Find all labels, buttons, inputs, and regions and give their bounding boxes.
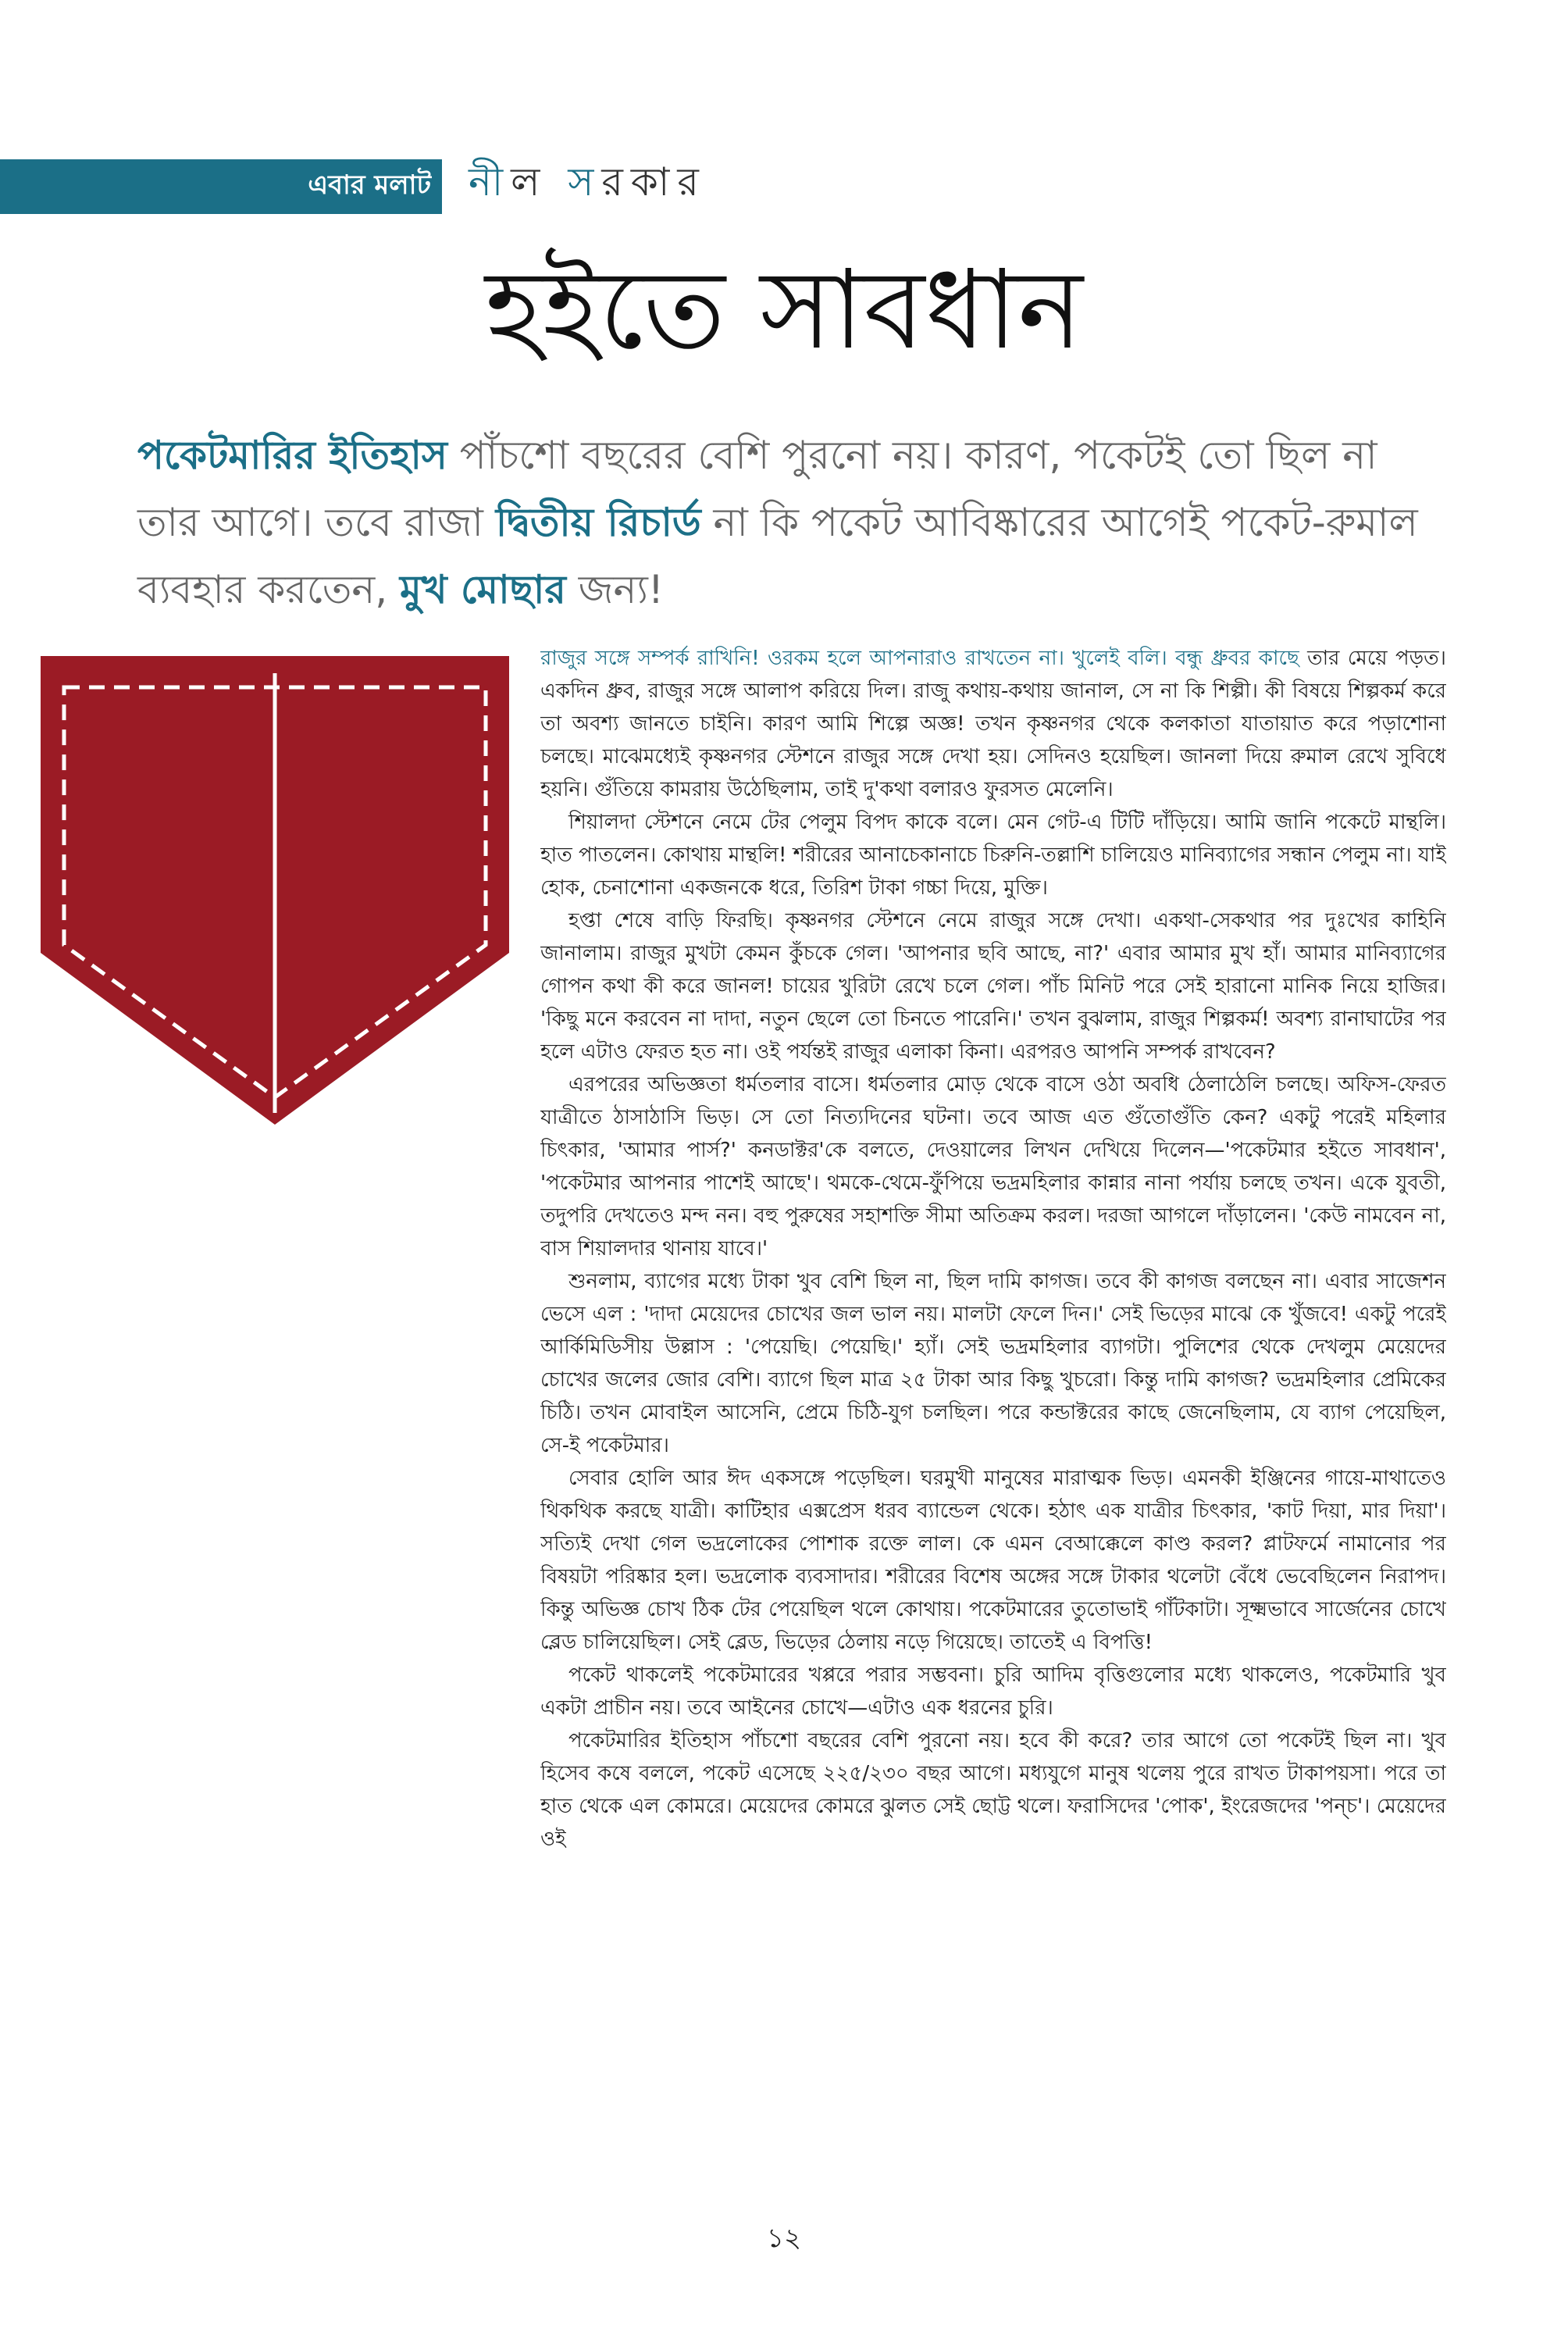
paragraph: এরপরের অভিজ্ঞতা ধর্মতলার বাসে। ধর্মতলার মোড় থেকে বাসে ওঠা অবধি ঠেলাঠেলি চলছে। অফিস-ফেরত যাত্রীতে ঠাসাঠাসি ভিড়। সে তো নিত্যদিনের ঘটনা। তবে আজ এত গুঁতোগুঁতি কেন? একটু পরেই মহিলার চিৎকার, 'আমার পার্স?' কনডাক্টর'কে বলতে, দেওয়ালের লিখন দেখিয়ে দিলেন—'পকেটমার হইতে সাবধান', 'পকেটমার আপনার পাশেই আছে'। থমকে-থেমে-ফুঁপিয়ে ভদ্রমহিলার কান্নার নানা পর্যায় চলছে তখন। একে যুবতী, তদুপরি দেখতেও মন্দ নন। বহু পুরুষের সহাশক্তি সীমা অতিক্রম করল। দরজা আগলে দাঁড়ালেন। 'কেউ নামবেন না, বাস শিয়ালদার থানায় যাবে।' — [540, 1073, 1446, 1261]
author-last-rest: রকার — [601, 159, 707, 205]
standfirst — [137, 422, 1418, 623]
section-tag: এবার মলাট — [308, 169, 431, 201]
author-name — [469, 153, 707, 218]
paragraph: শুনলাম, ব্যাগের মধ্যে টাকা খুব বেশি ছিল না, ছিল দামি কাগজ। তবে কী কাগজ বলছেন না। এবার সাজেশন ভেসে এল : 'দাদা মেয়েদের চোখের জল ভাল নয়। মালটা ফেলে দিন।' সেই ভিড়ের মাঝে কে খুঁজবে! একটু পরেই আর্কিমিডিসীয় উল্লাস : 'পেয়েছি। পেয়েছি।' হ্যাঁ। সেই ভদ্রমহিলার ব্যাগটা। পুলিশের থেকে দেখলুম মেয়েদের চোখের জলের জোর বেশি। ব্যাগে ছিল মাত্র ২৫ টাকা আর কিছু খুচরো। কিন্তু দামি কাগজ? ভদ্রমহিলার প্রেমিকের চিঠি। তখন মোবাইল আসেনি, প্রেমে চিঠি-যুগ চলছিল। পরে কন্ডাক্টরের কাছে জেনেছিলাম, যে ব্যাগ পেয়েছিল, সে-ই পকেটমার। — [540, 1270, 1446, 1457]
paragraph-text: তার মেয়ে পড়ত। একদিন ধ্রুব, রাজুর সঙ্গে আলাপ করিয়ে দিল। রাজু কথায়-কথায় জানাল, সে না কি শিল্পী। কী বিষয়ে শিল্পকর্ম করে তা অবশ্য জানতে চাইনি। কারণ আমি শিল্পে অজ্ঞ! তখন কৃষ্ণনগর থেকে কলকাতা যাতায়াত করে পড়াশোনা চলছে। মাঝেমধ্যেই কৃষ্ণনগর স্টেশনে রাজুর সঙ্গে দেখা হয়। সেদিনও হয়েছিল। জানলা দিয়ে রুমাল রেখে সুবিধে হয়নি। গুঁতিয়ে কামরায় উঠেছিলাম, তাই দু'কথা বলারও ফুরসত মেলেনি। — [540, 647, 1446, 801]
section-band — [0, 159, 442, 214]
lead-in: রাজুর সঙ্গে সম্পর্ক রাখিনি! ওরকম হলে আপনারাও রাখতেন না। খুলেই বলি। বন্ধু ধ্রুবর কাছে — [540, 647, 1299, 670]
standfirst-highlight: মুখ মোছার — [400, 567, 566, 612]
page-title: হইতে সাবধান — [485, 247, 1083, 374]
standfirst-highlight: দ্বিতীয় রিচার্ড — [495, 500, 701, 545]
paragraph: হপ্তা শেষে বাড়ি ফিরছি। কৃষ্ণনগর স্টেশনে নেমে রাজুর সঙ্গে দেখা। একথা-সেকথার পর দুঃখের কাহিনি জানালাম। রাজুর মুখটা কেমন কুঁচকে গেল। 'আপনার ছবি আছে, না?' এবার আমার মুখ হাঁ। আমার মানিব্যাগের গোপন কথা কী করে জানল! চায়ের খুরিটা রেখে চলে গেল। পাঁচ মিনিট পরে সেই হারানো মানিক নিয়ে হাজির। 'কিছু মনে করবেন না দাদা, নতুন ছেলে তো চিনতে পারেনি।' তখন বুঝলাম, রাজুর শিল্পকর্ম! অবশ্য রানাঘাটের পর হলে এটাও ফেরত হত না। ওই পর্যন্তই রাজুর এলাকা কিনা। এরপরও আপনি সম্পর্ক রাখবেন? — [540, 909, 1446, 1064]
article-body — [540, 642, 1446, 2173]
standfirst-highlight: পকেটমারির ইতিহাস — [137, 433, 447, 478]
standfirst-text: না কি পকেট আবিষ্কারের আগেই পকেট-রুমাল ব্যবহার করতেন, — [137, 500, 1418, 612]
paragraph: সেবার হোলি আর ঈদ একসঙ্গে পড়েছিল। ঘরমুখী মানুষের মারাত্মক ভিড়। এমনকী ইঞ্জিনের গায়ে-মাথাতেও থিকথিক করছে যাত্রী। কাটিহার এক্সপ্রেস ধরব ব্যান্ডেল থেকে। হঠাৎ এক যাত্রীর চিৎকার, 'কাট দিয়া, মার দিয়া'। সত্যিই দেখা গেল ভদ্রলোকের পোশাক রক্তে লাল। কে এমন বেআক্কেলে কাণ্ড করল? প্লাটফর্মে নামানোর পর বিষয়টা পরিষ্কার হল। ভদ্রলোক ব্যবসাদার। শরীরের বিশেষ অঙ্গের সঙ্গে টাকার থলেটা বেঁধে ভেবেছিলেন নিরাপদ। কিন্তু অভিজ্ঞ চোখ ঠিক টের পেয়েছিল থলে কোথায়। পকেটমারের তুতোভাই গাঁটকাটা। সূক্ষ্মভাবে সার্জেনের চোখে ব্লেড চালিয়েছিল। সেই ব্লেড, ভিড়ের ঠেলায় নড়ে গিয়েছে। তাতেই এ বিপত্তি! — [540, 1467, 1446, 1654]
standfirst-text: জন্য! — [565, 567, 664, 612]
paragraph: পকেট থাকলেই পকেটমারের খপ্পরে পরার সম্ভবনা। চুরি আদিম বৃত্তিগুলোর মধ্যে থাকলেও, পকেটমারি খুব একটা প্রাচীন নয়। তবে আইনের চোখে—এটাও এক ধরনের চুরি। — [540, 1664, 1446, 1720]
author-first-highlight: নী — [469, 159, 511, 205]
paragraph: পকেটমারির ইতিহাস পাঁচশো বছরের বেশি পুরনো নয়। হবে কী করে? তার আগে তো পকেটই ছিল না। খুব হিসেব কষে বললে, পকেট এসেছে ২২৫/২৩০ বছর আগে। মধ্যযুগে মানুষ থলেয় পুরে রাখত টাকাপয়সা। পরে তা হাত থেকে এল কোমরে। মেয়েদের কোমরে ঝুলত সেই ছোট্ট থলে। ফরাসিদের 'পোক', ইংরেজদের 'পন্চ'। মেয়েদের ওই — [540, 1729, 1446, 1851]
pocket-icon — [41, 656, 509, 1125]
standfirst-text: পাঁচশো বছরের বেশি পুরনো নয়। কারণ, পকেটই তো ছিল না তার আগে। তবে রাজা — [137, 433, 1377, 545]
paragraph: শিয়ালদা স্টেশনে নেমে টের পেলুম বিপদ কাকে বলে। মেন গেট-এ টিটি দাঁড়িয়ে। আমি জানি পকেটে মান্থলি। হাত পাতলেন। কোথায় মান্থলি! শরীরের আনাচেকানাচে চিরুনি-তল্লাশি চালিয়েও মানিব্যাগের সন্ধান পেলুম না। যাই হোক, চেনাশোনা একজনকে ধরে, তিরিশ টাকা গচ্চা দিয়ে, মুক্তি। — [540, 811, 1446, 900]
paragraph — [540, 642, 1446, 806]
page-number: ১২ — [766, 2223, 802, 2254]
author-first-rest: ল — [511, 159, 568, 205]
author-last-highlight: স — [568, 159, 602, 205]
